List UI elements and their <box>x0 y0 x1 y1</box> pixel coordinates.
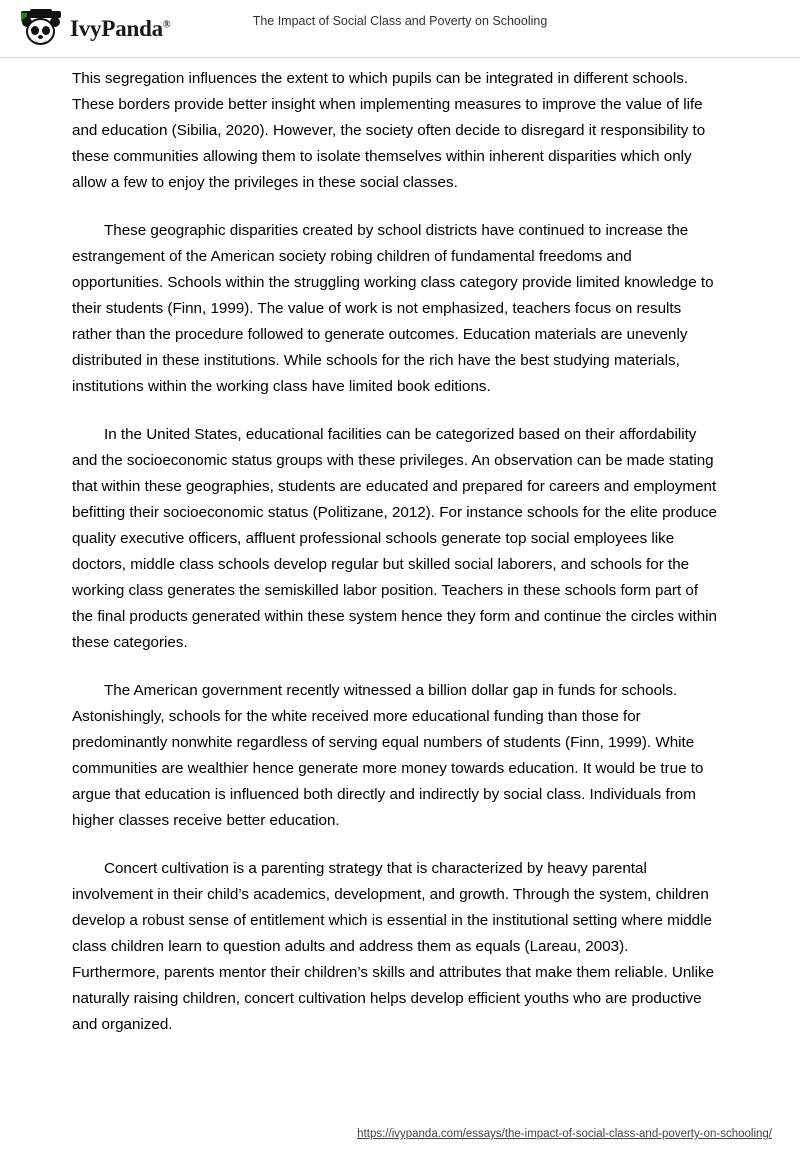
paragraph: This segregation influences the extent to which pupils can be integrated in different schools. These borders provide better insight when implementing measures to improve the value of life and education (Sibilia, 2020). However, the society often decide to disregard it responsibility to these communities allowing them to isolate themselves within inherent disparities which only allow a few to enjoy the privileges in these social classes. <box>72 70 706 191</box>
header-divider <box>0 57 800 58</box>
paragraph: Concert cultivation is a parenting strategy that is characterized by heavy parental involvement in their child’s academics, development, and growth. Through the system, children develop a robust sense of entitlement which is essential in the institutional setting where middle class children learn to question adults and address them as equals (Lareau, 2003). Furthermore, parents mentor their children’s skills and attributes that make them reliable. Unlike naturally raising children, concert cultivation helps develop efficient youths who are productive and organized. <box>72 860 715 1033</box>
page-footer <box>0 1124 800 1142</box>
paragraph: The American government recently witnessed a billion dollar gap in funds for schools. Astonishingly, schools for the white received more educational funding than those for predominantly nonwhite regardless of serving equal numbers of students (Finn, 1999). White communities are wealthier hence generate more money towards education. It would be true to argue that education is influenced both directly and indirectly by social class. Individuals from higher classes receive better education. <box>72 682 704 829</box>
paragraph: In the United States, educational facilities can be categorized based on their affordability and the socioeconomic status groups with these privileges. An observation can be made stating that within these geographies, students are educated and prepared for careers and employment befitting their socioeconomic status (Politizane, 2012). For instance schools for the elite produce quality executive officers, affluent professional schools generate top social employees like doctors, middle class schools develop regular but skilled social laborers, and schools for the working class generates the semiskilled labor position. Teachers in these schools form part of the final products generated within these system hence they form and continue the circles within these categories. <box>72 426 717 651</box>
registered-mark-icon: ® <box>162 19 171 31</box>
paragraph: These geographic disparities created by school districts have continued to increase the estrangement of the American society robing children of fundamental freedoms and opportunities. Schools within the struggling working class category provide limited knowledge to their students (Finn, 1999). The value of work is not emphasized, teachers focus on results rather than the procedure followed to generate outcomes. Education materials are unevenly distributed in these institutions. While schools for the rich have the best studying materials, institutions within the working class have limited book editions. <box>72 222 714 395</box>
document-body <box>72 66 720 1060</box>
page-header <box>0 0 800 58</box>
document-title: The Impact of Social Class and Poverty on Schooling <box>252 14 548 28</box>
source-url-link[interactable]: https://ivypanda.com/essays/the-impact-of-social-class-and-poverty-on-schooling/ <box>357 1128 772 1140</box>
brand-name-text: IvyPanda <box>70 16 163 41</box>
